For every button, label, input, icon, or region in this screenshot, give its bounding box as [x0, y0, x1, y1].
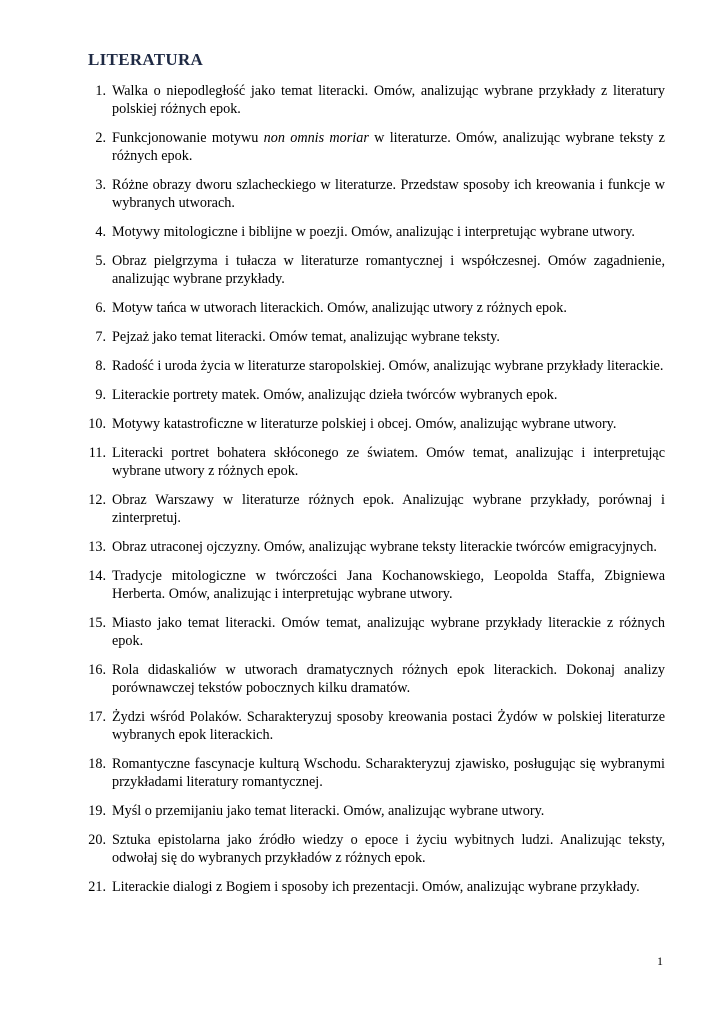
topic-number: 11. [88, 445, 106, 461]
topic-item-14 [0, 567, 725, 603]
topic-number: 13. [88, 539, 106, 555]
topic-text: Obraz pielgrzyma i tułacza w literaturze romantycznej i współczesnej. Omów zagadnienie, analizując wybrane przykłady. [112, 253, 665, 287]
topic-item-13 [0, 538, 725, 556]
topic-text: Żydzi wśród Polaków. Scharakteryzuj sposoby kreowania postaci Żydów w polskiej literaturze wybranych epok literackich. [112, 709, 665, 743]
topic-number: 15. [88, 615, 106, 631]
topic-text: Obraz Warszawy w literaturze różnych epok. Analizując wybrane przykłady, porównaj i zinterpretuj. [112, 492, 665, 526]
topic-text [112, 130, 665, 164]
topic-text: Rola didaskaliów w utworach dramatycznych różnych epok literackich. Dokonaj analizy porównawczej tekstów pobocznych kilku dramatów. [112, 662, 665, 696]
topic-number: 19. [88, 803, 106, 819]
document-title: LITERATURA [88, 50, 204, 69]
topic-item-21 [0, 878, 725, 896]
topic-number: 9. [95, 387, 106, 403]
topic-number: 1. [95, 83, 106, 99]
topic-list [0, 82, 725, 907]
topic-text: Radość i uroda życia w literaturze staropolskiej. Omów, analizując wybrane przykłady literackie. [112, 358, 664, 374]
topic-item-8 [0, 357, 725, 375]
topic-number: 8. [95, 358, 106, 374]
topic-text: Tradycje mitologiczne w twórczości Jana Kochanowskiego, Leopolda Staffa, Zbigniewa Herberta. Omów, analizując i interpretując wybrane utwory. [112, 568, 665, 602]
topic-item-19 [0, 802, 725, 820]
topic-item-9 [0, 386, 725, 404]
topic-text: Myśl o przemijaniu jako temat literacki. Omów, analizując wybrane utwory. [112, 803, 545, 819]
topic-item-20 [0, 831, 725, 867]
topic-text-part: w literaturze. Omów, analizując wybrane teksty z różnych epok. [112, 130, 665, 164]
topic-item-2 [0, 129, 725, 165]
topic-item-7 [0, 328, 725, 346]
topic-text: Motywy katastroficzne w literaturze polskiej i obcej. Omów, analizując wybrane utwory. [112, 416, 617, 432]
topic-number: 14. [88, 568, 106, 584]
topic-item-11 [0, 444, 725, 480]
topic-text: Motyw tańca w utworach literackich. Omów, analizując utwory z różnych epok. [112, 300, 567, 316]
topic-item-15 [0, 614, 725, 650]
latin-phrase: non omnis moriar [263, 130, 369, 146]
topic-text: Walka o niepodległość jako temat literacki. Omów, analizując wybrane przykłady z literatury polskiej różnych epok. [112, 83, 665, 117]
topic-item-4 [0, 223, 725, 241]
topic-number: 7. [95, 329, 106, 345]
topic-number: 4. [95, 224, 106, 240]
page-number: 1 [657, 954, 663, 968]
topic-item-6 [0, 299, 725, 317]
topic-number: 21. [88, 879, 106, 895]
topic-text: Literacki portret bohatera skłóconego ze światem. Omów temat, analizując i interpretując wybrane utwory z różnych epok. [112, 445, 665, 479]
topic-text: Romantyczne fascynacje kulturą Wschodu. Scharakteryzuj zjawisko, posługując się wybranymi przykładami literatury romantycznej. [112, 756, 665, 790]
topic-number: 12. [88, 492, 106, 508]
topic-item-3 [0, 176, 725, 212]
topic-text: Literackie portrety matek. Omów, analizując dzieła twórców wybranych epok. [112, 387, 558, 403]
topic-number: 6. [95, 300, 106, 316]
topic-item-1 [0, 82, 725, 118]
topic-text: Różne obrazy dworu szlacheckiego w literaturze. Przedstaw sposoby ich kreowania i funkcje w wybranych utworach. [112, 177, 665, 211]
topic-number: 10. [88, 416, 106, 432]
topic-text: Miasto jako temat literacki. Omów temat, analizując wybrane przykłady literackie z różnych epok. [112, 615, 665, 649]
topic-text: Literackie dialogi z Bogiem i sposoby ich prezentacji. Omów, analizując wybrane przykłady. [112, 879, 640, 895]
topic-text: Obraz utraconej ojczyzny. Omów, analizując wybrane teksty literackie twórców emigracyjnych. [112, 539, 657, 555]
topic-number: 5. [95, 253, 106, 269]
topic-item-18 [0, 755, 725, 791]
topic-number: 17. [88, 709, 106, 725]
topic-number: 3. [95, 177, 106, 193]
topic-item-10 [0, 415, 725, 433]
topic-number: 2. [95, 130, 106, 146]
topic-item-5 [0, 252, 725, 288]
topic-text: Pejzaż jako temat literacki. Omów temat, analizując wybrane teksty. [112, 329, 500, 345]
topic-text-part: Funkcjonowanie motywu [112, 130, 264, 146]
topic-item-12 [0, 491, 725, 527]
topic-text: Motywy mitologiczne i biblijne w poezji. Omów, analizując i interpretując wybrane utwory. [112, 224, 635, 240]
topic-text: Sztuka epistolarna jako źródło wiedzy o epoce i życiu wybitnych ludzi. Analizując teksty, odwołaj się do wybranych przykładów z różnych epok. [112, 832, 665, 866]
topic-item-16 [0, 661, 725, 697]
topic-number: 18. [88, 756, 106, 772]
topic-number: 20. [88, 832, 106, 848]
topic-item-17 [0, 708, 725, 744]
topic-number: 16. [88, 662, 106, 678]
